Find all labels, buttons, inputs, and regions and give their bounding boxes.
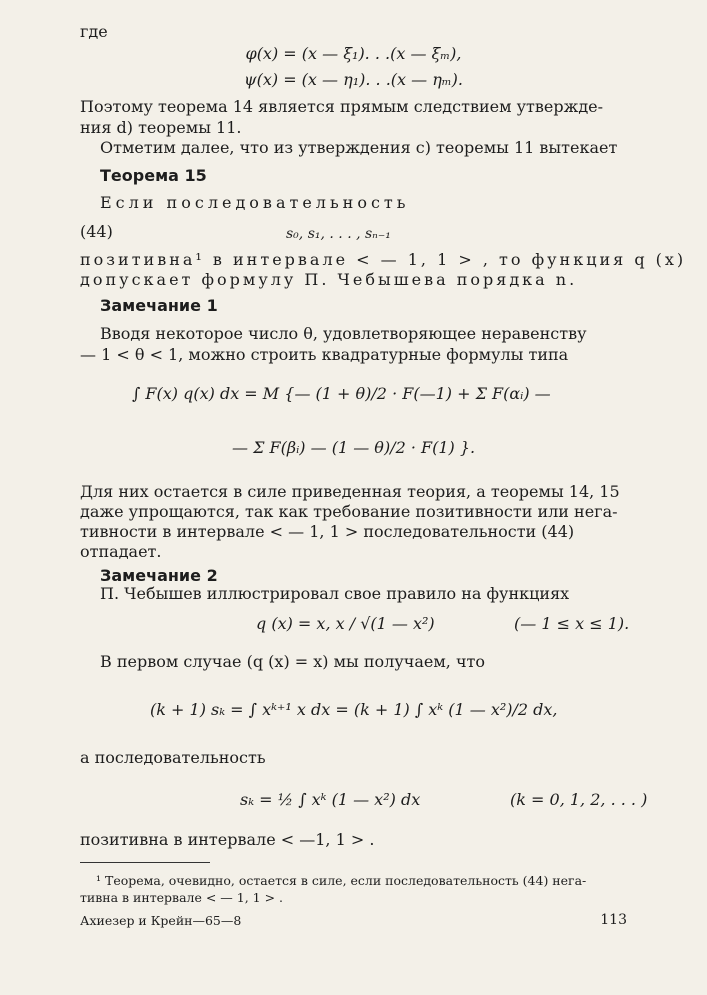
formula-phi: φ(x) = (x — ξ₁). . .(x — ξₘ), (245, 44, 462, 63)
paragraph-line: отпадает. (80, 542, 162, 561)
range-formula: (— 1 ≤ x ≤ 1). (514, 614, 630, 633)
function-formula: q (x) = x, x / √(1 — x²) (256, 614, 435, 633)
paragraph-line (80, 97, 637, 117)
paragraph-line: П. Чебышев иллюстрировал свое правило на функциях (100, 584, 570, 603)
sequence-formula: s₀, s₁, . . . , sₙ₋₁ (286, 226, 391, 242)
footer-imprint: Ахиезер и Крейн—65—8 (80, 913, 242, 928)
remark-heading: Замечание 2 (100, 566, 218, 585)
footnote: ¹ Теорема, очевидно, остается в силе, если последовательность (44) нега- (96, 873, 587, 888)
paragraph-line: тивности в интервале < — 1, 1 > последовательности (44) (80, 522, 575, 541)
paragraph-line: Вводя некоторое число θ, удовлетворяющее неравенству (100, 324, 587, 343)
theorem-heading: Теорема 15 (100, 166, 207, 185)
k-values: (k = 0, 1, 2, . . . ) (510, 790, 648, 809)
footnote: тивна в интервале < — 1, 1 > . (80, 890, 283, 905)
equation-number: (44) (80, 222, 113, 241)
theorem-text: допускает формулу П. Чебышева порядка n. (80, 270, 578, 289)
paragraph-line: — 1 < θ < 1, можно строить квадратурные формулы типа (80, 345, 569, 364)
paragraph-line: а последовательность (80, 748, 266, 767)
page-number: 113 (600, 912, 627, 928)
paragraph-line: В первом случае (q (x) = x) мы получаем, что (100, 652, 486, 671)
formula-psi: ψ(x) = (x — η₁). . .(x — ηₘ). (244, 70, 463, 89)
footnote-rule (80, 862, 210, 863)
remark-heading: Замечание 1 (100, 296, 218, 315)
sk-formula: sₖ = ½ ∫ xᵏ (1 — x²) dx (240, 790, 421, 809)
paragraph-line: Отметим далее, что из утверждения с) теоремы 11 вытекает (100, 138, 618, 157)
theorem-text: позитивна¹ в интервале < — 1, 1 > , то функция q (x) (80, 250, 687, 269)
paragraph-line: ния d) теоремы 11. (80, 118, 242, 137)
theorem-text: Если последовательность (100, 193, 410, 212)
paragraph-line: позитивна в интервале < —1, 1 > . (80, 830, 375, 849)
quadrature-formula-line2: — Σ F(βᵢ) — (1 — θ)/2 · F(1) }. (232, 438, 476, 457)
integral-equation: (k + 1) sₖ = ∫ xᵏ⁺¹ x dx = (k + 1) ∫ xᵏ (1 — x²)/2 dx, (150, 700, 558, 719)
text-line: где (80, 22, 108, 41)
paragraph-line: Для них остается в силе приведенная теория, а теоремы 14, 15 (80, 482, 620, 501)
quadrature-formula-line1: ∫ F(x) q(x) dx = M {— (1 + θ)/2 · F(—1) + Σ F(αᵢ) — (132, 384, 551, 403)
paragraph-line: даже упрощаются, так как требование позитивности или нега- (80, 502, 618, 521)
text-span: Поэтому теорема 14 является прямым следствием утвержде- (80, 97, 604, 116)
